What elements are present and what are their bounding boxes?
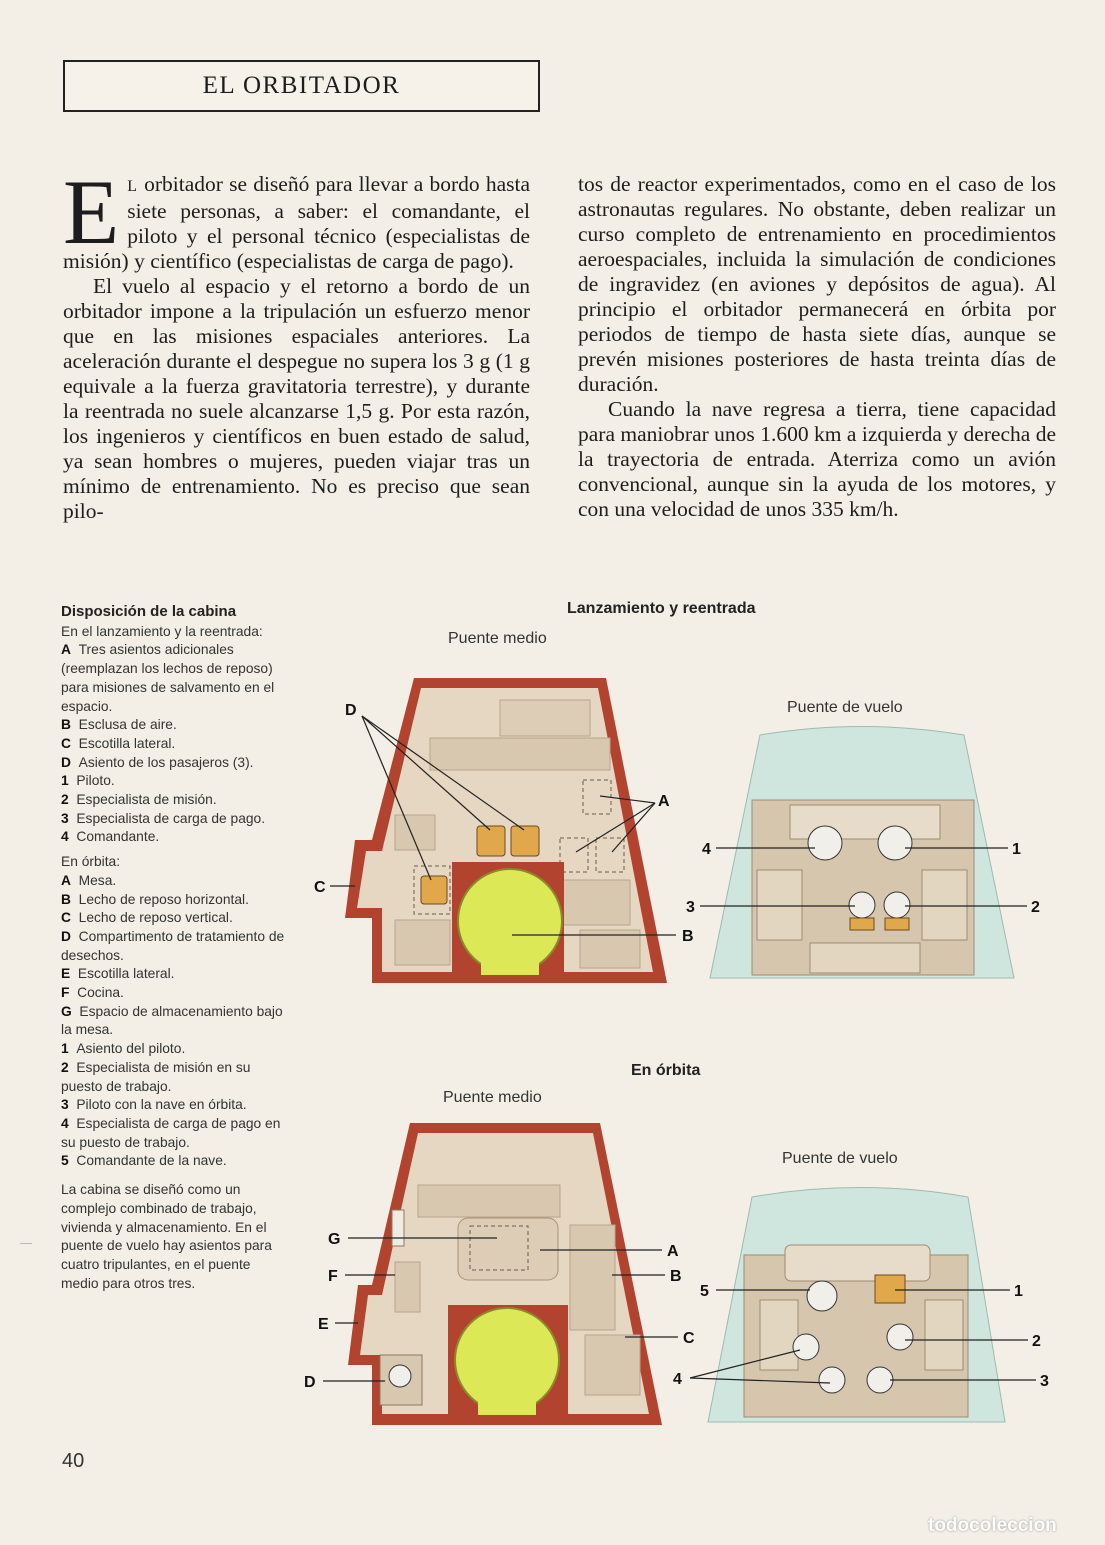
launch-heading: Lanzamiento y reentrada [567, 600, 756, 617]
orbit-mid-deck-label: Puente medio [443, 1089, 542, 1106]
launch-item-text: Esclusa de aire. [78, 717, 177, 733]
launch-label-a: A [658, 793, 670, 810]
orbit-flight-deck-diagram [673, 1188, 1049, 1423]
orbit-commander-figure [807, 1281, 837, 1311]
orbit-item-text: Lecho de reposo horizontal. [78, 891, 249, 907]
orbit-label-3: 3 [1040, 1373, 1049, 1390]
paragraph-4: Cuando la nave regresa a tierra, tiene capacidad para maniobrar unos 1.600 km a izquierda y derecha de la trayectoria de entrada. Aterriza como un avión convencional, aunque sin la ayuda de los motores, y con una velocidad de unos 335 km/h. [578, 397, 1056, 521]
orbit-mid-deck-diagram [304, 1123, 695, 1425]
orbit-item-text: Especialista de carga de pago en su puesto de trabajo. [61, 1115, 281, 1150]
launch-label-b: B [682, 928, 694, 945]
launch-flight-deck-label: Puente de vuelo [787, 699, 903, 716]
orbit-pilot-seat [875, 1275, 905, 1303]
legend-note: La cabina se diseñó como un complejo combinado de trabajo, vivienda y almacenamiento. En el puente de vuelo hay asientos para cuatro tripulantes, en el puente medio para otros tres. [61, 1182, 272, 1291]
launch-label-1: 1 [1012, 841, 1021, 858]
orbit-pilot-figure [867, 1367, 893, 1393]
orbit-item-key: A [61, 872, 71, 888]
orbit-item-key: 1 [61, 1041, 69, 1057]
launch-item-text: Asiento de los pasajeros (3). [78, 754, 254, 770]
launch-flight-deck-diagram [686, 727, 1040, 979]
launch-mid-deck-label: Puente medio [448, 630, 547, 647]
orbit-label-b: B [670, 1268, 682, 1285]
paragraph-2: El vuelo al espacio y el retorno a bordo de un orbitador impone a la tripulación un esfuerzo menor que en las misiones espaciales anteriores. La aceleración durante el despegue no supera los 3 g (1 g equivale a la fuerza gravitatoria terrestre), y durante la reentrada no suele alcanzarse 1,5 g. Por esta razón, los ingenieros y científicos en buen estado de salud, ya sean hombres o mujeres, pueden viajar tras un mínimo de entrenamiento. No es preciso que sean pilo- [63, 274, 530, 523]
orbit-item-text: Cocina. [77, 985, 124, 1001]
orbit-item-text: Lecho de reposo vertical. [78, 910, 233, 926]
launch-item-text: Tres asientos adicionales (reemplazan los lechos de reposo) para misiones de salvamento en el espacio. [61, 642, 275, 714]
page-title: EL ORBITADOR [63, 60, 540, 112]
launch-item-key: 3 [61, 810, 69, 826]
launch-label-3: 3 [686, 899, 695, 916]
mission-specialist-figure [884, 892, 910, 918]
orbit-label-c: C [683, 1330, 695, 1347]
launch-seat-d1 [477, 826, 505, 856]
paragraph-1-text: orbitador se diseñó para llevar a bordo hasta siete personas, a saber: el comandante, el piloto y el personal técnico (especialistas de misión) y científico (especialistas de carga de pago). [63, 172, 530, 273]
orbit-item-key: 3 [61, 1097, 69, 1113]
watermark: todocoleccion [928, 1515, 1057, 1536]
orbit-item-key: E [61, 966, 71, 982]
launch-item-key: D [61, 754, 71, 770]
orbit-item-text: Asiento del piloto. [76, 1041, 186, 1057]
orbit-item-key: B [61, 891, 71, 907]
orbit-waste-figure [389, 1365, 411, 1387]
orbit-item-key: D [61, 928, 71, 944]
margin-mark [20, 1243, 32, 1244]
launch-item-key: 4 [61, 829, 69, 845]
orbit-item-text: Espacio de almacenamiento bajo la mesa. [61, 1003, 283, 1038]
orbit-mission-specialist-figure [887, 1324, 913, 1350]
page-number: 40 [62, 1450, 85, 1472]
payload-specialist-figure [849, 892, 875, 918]
orbit-item-text: Mesa. [78, 872, 117, 888]
launch-item-text: Piloto. [76, 773, 115, 789]
launch-item-text: Especialista de carga de pago. [76, 810, 266, 826]
paragraph-3: tos de reactor experimentados, como en el caso de los astronautas regulares. No obstante, deben realizar un curso completo de entrenamiento en procedimientos aeroespaciales, incluida la simulación de condiciones de ingravidez (en aviones y depósitos de agua). Al principio el orbitador permanecerá en órbita por periodos de tiempo de hasta siete días, aunque se prevén misiones posteriores de hasta treinta días de duración. [578, 172, 1056, 396]
launch-item-key: 2 [61, 792, 69, 808]
legend-launch-intro: En el lanzamiento y la reentrada: [61, 623, 263, 639]
orbit-item-key: F [61, 985, 70, 1001]
launch-seat-d3 [421, 876, 447, 904]
launch-item-key: 1 [61, 773, 69, 789]
orbit-label-a: A [667, 1243, 679, 1260]
drop-cap: E [63, 161, 120, 263]
launch-label-4: 4 [702, 841, 711, 858]
launch-item-key: A [61, 642, 71, 658]
orbit-heading: En órbita [631, 1062, 701, 1079]
launch-item-key: B [61, 717, 71, 733]
orbit-item-key: G [61, 1003, 72, 1019]
pilot-figure [878, 826, 912, 860]
orbit-label-f: F [328, 1268, 338, 1285]
launch-item-text: Especialista de misión. [76, 792, 217, 808]
orbit-item-key: 5 [61, 1153, 69, 1169]
first-word-rest: L [127, 178, 138, 195]
launch-label-d: D [345, 702, 357, 719]
orbit-label-g: G [328, 1231, 341, 1248]
orbit-flight-deck-label: Puente de vuelo [782, 1150, 898, 1167]
orbit-item-text: Especialista de misión en su puesto de trabajo. [61, 1059, 251, 1094]
launch-mid-deck-diagram [314, 678, 694, 983]
launch-seat-d2 [511, 826, 539, 856]
launch-label-c: C [314, 879, 326, 896]
orbit-payload-specialist-figure [793, 1334, 819, 1360]
orbit-item-text: Escotilla lateral. [77, 966, 175, 982]
orbit-label-d: D [304, 1374, 316, 1391]
orbit-item-key: 2 [61, 1059, 69, 1075]
launch-label-2: 2 [1031, 899, 1040, 916]
orbit-label-2: 2 [1032, 1333, 1041, 1350]
launch-item-text: Comandante. [76, 829, 160, 845]
launch-item-text: Escotilla lateral. [78, 735, 176, 751]
orbit-label-4: 4 [673, 1371, 682, 1388]
legend-heading: Disposición de la cabina [61, 603, 237, 620]
orbit-item-key: C [61, 910, 71, 926]
orbit-label-e: E [318, 1316, 329, 1333]
launch-item-key: C [61, 735, 71, 751]
orbit-item-text: Compartimento de tratamiento de desechos. [61, 928, 285, 963]
orbit-item-text: Piloto con la nave en órbita. [76, 1097, 247, 1113]
orbit-item-key: 4 [61, 1115, 69, 1131]
orbit-item-text: Comandante de la nave. [76, 1153, 227, 1169]
legend-orbit-intro: En órbita: [61, 854, 121, 870]
orbit-label-1: 1 [1014, 1283, 1023, 1300]
orbit-label-5: 5 [700, 1283, 709, 1300]
commander-figure [808, 826, 842, 860]
